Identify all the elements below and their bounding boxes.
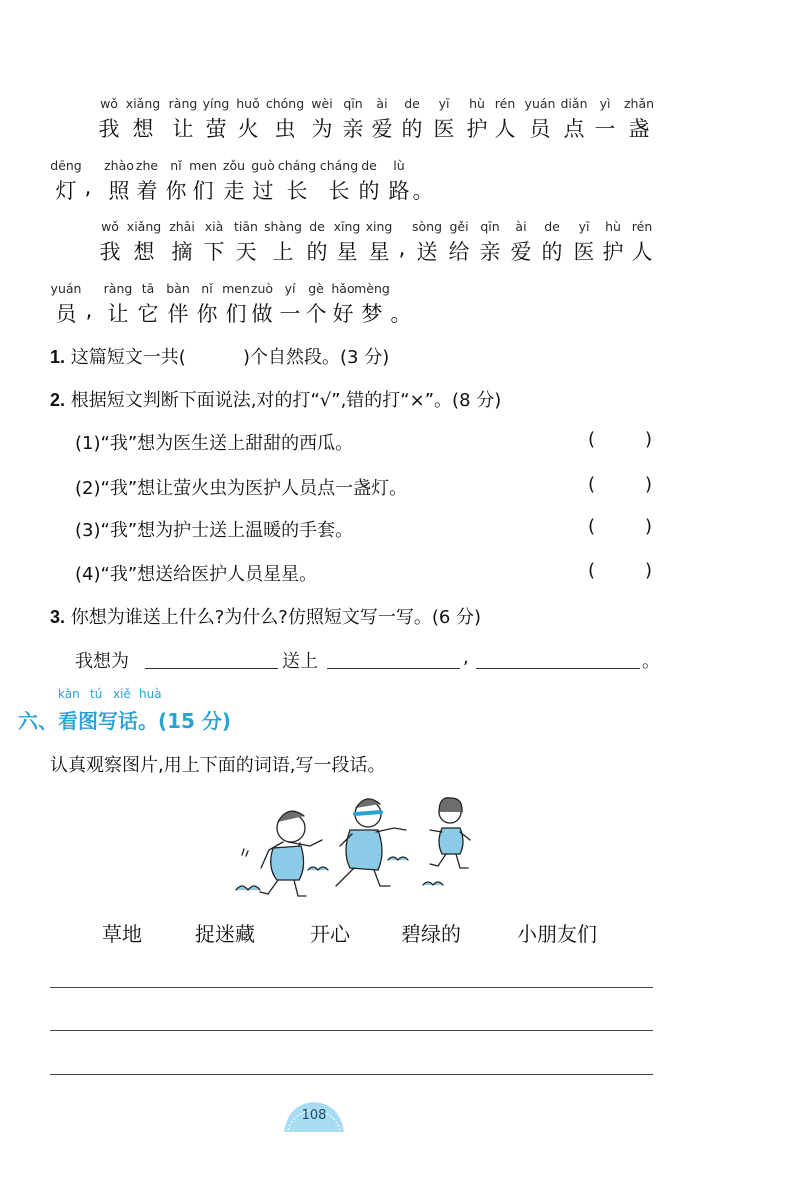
pinyin: wèi (311, 96, 333, 111)
fill-period: 。 (642, 651, 660, 672)
pinyin: guò (251, 158, 275, 173)
paren-close: ) (644, 560, 652, 581)
pinyin: nǐ (170, 158, 182, 173)
writing-line-2[interactable] (50, 1030, 653, 1031)
question-number: 1. (50, 347, 66, 367)
hanzi: 想 (132, 117, 154, 141)
hanzi: 做 (251, 302, 273, 326)
hanzi: 路 (388, 179, 410, 203)
children-playing-illustration (228, 790, 478, 900)
keyword: 碧绿的 (401, 922, 461, 946)
hanzi: 灯 (55, 179, 77, 203)
hanzi: 着 (136, 179, 158, 203)
hanzi: 员 (529, 117, 551, 141)
answer-box-2[interactable] (588, 474, 652, 495)
keyword: 捉迷藏 (195, 922, 255, 946)
hanzi: 火 (237, 117, 259, 141)
question-text: 根据短文判断下面说法,对的打“√”,错的打“×”。(8 分) (70, 390, 502, 411)
hanzi: 摘 (171, 240, 193, 264)
pinyin: ràng (168, 96, 198, 111)
hanzi: 个 (305, 302, 327, 326)
pinyin: de (309, 219, 325, 234)
hanzi: 照 (108, 179, 130, 203)
pinyin: cháng (319, 158, 359, 173)
hanzi: 过 (252, 179, 274, 203)
hanzi: 护 (466, 117, 488, 141)
pinyin: ài (376, 96, 388, 111)
hanzi: , (84, 175, 92, 199)
pinyin: huǒ (236, 96, 260, 111)
pinyin: shàng (264, 219, 302, 234)
pinyin: yuán (524, 96, 556, 111)
pinyin: cháng (277, 158, 317, 173)
hanzi: 医 (573, 240, 595, 264)
hanzi: 萤 (205, 117, 227, 141)
fill-blank-whom[interactable] (145, 668, 278, 669)
hanzi: 我 (98, 117, 120, 141)
pinyin: dēng (50, 158, 82, 173)
hanzi-row-p1-2 (0, 175, 800, 205)
hanzi: 的 (541, 240, 563, 264)
fill-label-give: 送上 (282, 651, 318, 672)
fill-blank-why[interactable] (476, 668, 640, 669)
answer-box-3[interactable] (588, 516, 652, 537)
pinyin: yí (284, 281, 296, 296)
hanzi: 亲 (342, 117, 364, 141)
pinyin: xing (365, 219, 393, 234)
pinyin: ràng (103, 281, 133, 296)
pinyin: hǎo (331, 281, 355, 296)
hanzi: 让 (107, 302, 129, 326)
question-3 (50, 603, 481, 629)
fill-blank-what[interactable] (327, 668, 460, 669)
hanzi: 亲 (479, 240, 501, 264)
hanzi: 梦 (361, 302, 383, 326)
paren-open: ( (588, 474, 596, 495)
hanzi: 它 (137, 302, 159, 326)
judgement-item-4: (4)“我”想送给医护人员星星。 (75, 564, 318, 585)
hanzi: 们 (225, 302, 247, 326)
hanzi: 星 (368, 240, 390, 264)
hanzi: 护 (602, 240, 624, 264)
pinyin-row-p1-1 (0, 96, 800, 112)
hanzi: 为 (311, 117, 333, 141)
hanzi: 们 (192, 179, 214, 203)
hanzi-row-p1-1 (0, 113, 800, 143)
section-pinyin: tú (90, 687, 103, 701)
pinyin: rén (494, 96, 516, 111)
hanzi: 爱 (510, 240, 532, 264)
hanzi: 一 (279, 302, 301, 326)
hanzi: 的 (306, 240, 328, 264)
paren-close: ) (644, 429, 652, 450)
pinyin: men (222, 281, 250, 296)
pinyin: lù (393, 158, 405, 173)
pinyin: de (544, 219, 560, 234)
pinyin: zhào (104, 158, 134, 173)
hanzi: 的 (401, 117, 423, 141)
pinyin: yì (599, 96, 611, 111)
hanzi: 盏 (628, 117, 650, 141)
pinyin: diǎn (560, 96, 588, 111)
hanzi: 虫 (274, 117, 296, 141)
section-instruction: 认真观察图片,用上下面的词语,写一段话。 (50, 755, 386, 776)
pinyin: xià (204, 219, 224, 234)
pinyin: rén (631, 219, 653, 234)
question-number: 3. (50, 607, 66, 627)
hanzi: 员 (55, 302, 77, 326)
pinyin: yíng (202, 96, 230, 111)
pinyin: xīng (333, 219, 361, 234)
pinyin-row-p2-1 (0, 219, 800, 235)
question-text: 你想为谁送上什么?为什么?仿照短文写一写。(6 分) (70, 607, 482, 628)
hanzi-row-p2-1 (0, 236, 800, 266)
pinyin: ài (515, 219, 527, 234)
pinyin: yī (578, 219, 590, 234)
paragraph-count-blank[interactable] (218, 343, 298, 367)
pinyin: tā (141, 281, 155, 296)
hanzi: 想 (133, 240, 155, 264)
hanzi: 人 (494, 117, 516, 141)
section-pinyin: huà (139, 687, 162, 701)
hanzi: 你 (196, 302, 218, 326)
pinyin: gè (308, 281, 324, 296)
pinyin: wǒ (101, 219, 119, 234)
pinyin: de (404, 96, 420, 111)
pinyin: bàn (166, 281, 190, 296)
paren-open: ( (588, 516, 596, 537)
hanzi: 下 (203, 240, 225, 264)
pinyin: zhǎn (623, 96, 655, 111)
hanzi: 人 (631, 240, 653, 264)
hanzi: 医 (433, 117, 455, 141)
hanzi: 走 (223, 179, 245, 203)
hanzi: 星 (336, 240, 358, 264)
keyword: 开心 (310, 922, 350, 946)
pinyin-row-p1-2 (0, 158, 800, 174)
hanzi: 的 (358, 179, 380, 203)
hanzi: 长 (286, 179, 308, 203)
section-title: 六、看图写话。(15 分) (18, 709, 232, 733)
hanzi: 伴 (167, 302, 189, 326)
pinyin: zhāi (169, 219, 195, 234)
pinyin: xiǎng (126, 219, 162, 234)
pinyin: mèng (354, 281, 390, 296)
answer-box-4[interactable] (588, 560, 652, 581)
hanzi: 。 (390, 302, 412, 326)
writing-line-1[interactable] (50, 987, 653, 988)
hanzi: 上 (272, 240, 294, 264)
writing-line-3[interactable] (50, 1074, 653, 1075)
hanzi: , (85, 298, 93, 322)
hanzi: 你 (165, 179, 187, 203)
pinyin: yī (438, 96, 450, 111)
pinyin: hù (605, 219, 621, 234)
hanzi: 给 (448, 240, 470, 264)
pinyin: zuò (250, 281, 274, 296)
pinyin-row-p2-2 (0, 281, 800, 297)
hanzi: 天 (235, 240, 257, 264)
hanzi: 好 (332, 302, 354, 326)
hanzi: 长 (328, 179, 350, 203)
judgement-item-1: (1)“我”想为医生送上甜甜的西瓜。 (75, 433, 354, 454)
pinyin: zǒu (222, 158, 246, 173)
pinyin: nǐ (201, 281, 213, 296)
pinyin: gěi (449, 219, 469, 234)
judgement-item-3: (3)“我”想为护士送上温暖的手套。 (75, 520, 354, 541)
page-number: 108 (301, 1108, 327, 1123)
pinyin: wǒ (100, 96, 118, 111)
paren-close: ) (644, 474, 652, 495)
pinyin: men (189, 158, 217, 173)
pinyin: xiǎng (125, 96, 161, 111)
pinyin: de (361, 158, 377, 173)
pinyin: tiān (234, 219, 258, 234)
hanzi: 送 (416, 240, 438, 264)
paren-close: ) (644, 516, 652, 537)
hanzi: 一 (594, 117, 616, 141)
page-number-badge (280, 1100, 348, 1134)
keyword: 草地 (102, 922, 142, 946)
answer-box-1[interactable] (588, 429, 652, 450)
paren-open: ( (588, 429, 596, 450)
hanzi-row-p2-2 (0, 298, 800, 328)
question-number: 2. (50, 390, 66, 410)
fill-comma: , (463, 647, 469, 668)
pinyin: yuán (50, 281, 82, 296)
hanzi: 我 (99, 240, 121, 264)
hanzi: 让 (172, 117, 194, 141)
paren-open: ( (588, 560, 596, 581)
question-text: 这篇短文一共( )个自然段。(3 分) (70, 347, 390, 368)
hanzi: 爱 (371, 117, 393, 141)
pinyin: qīn (480, 219, 500, 234)
judgement-item-2: (2)“我”想让萤火虫为医护人员点一盏灯。 (75, 478, 408, 499)
pinyin: qīn (343, 96, 363, 111)
section-pinyin: kàn (58, 687, 80, 701)
pinyin: chóng (265, 96, 305, 111)
fill-label-for: 我想为 (75, 651, 129, 672)
hanzi: , (398, 236, 406, 260)
pinyin: hù (469, 96, 485, 111)
hanzi: 点 (563, 117, 585, 141)
question-2 (50, 386, 501, 412)
hanzi: 。 (412, 179, 434, 203)
pinyin: zhe (135, 158, 159, 173)
pinyin: sòng (411, 219, 443, 234)
keyword: 小朋友们 (517, 922, 597, 946)
section-pinyin: xiě (113, 687, 131, 701)
